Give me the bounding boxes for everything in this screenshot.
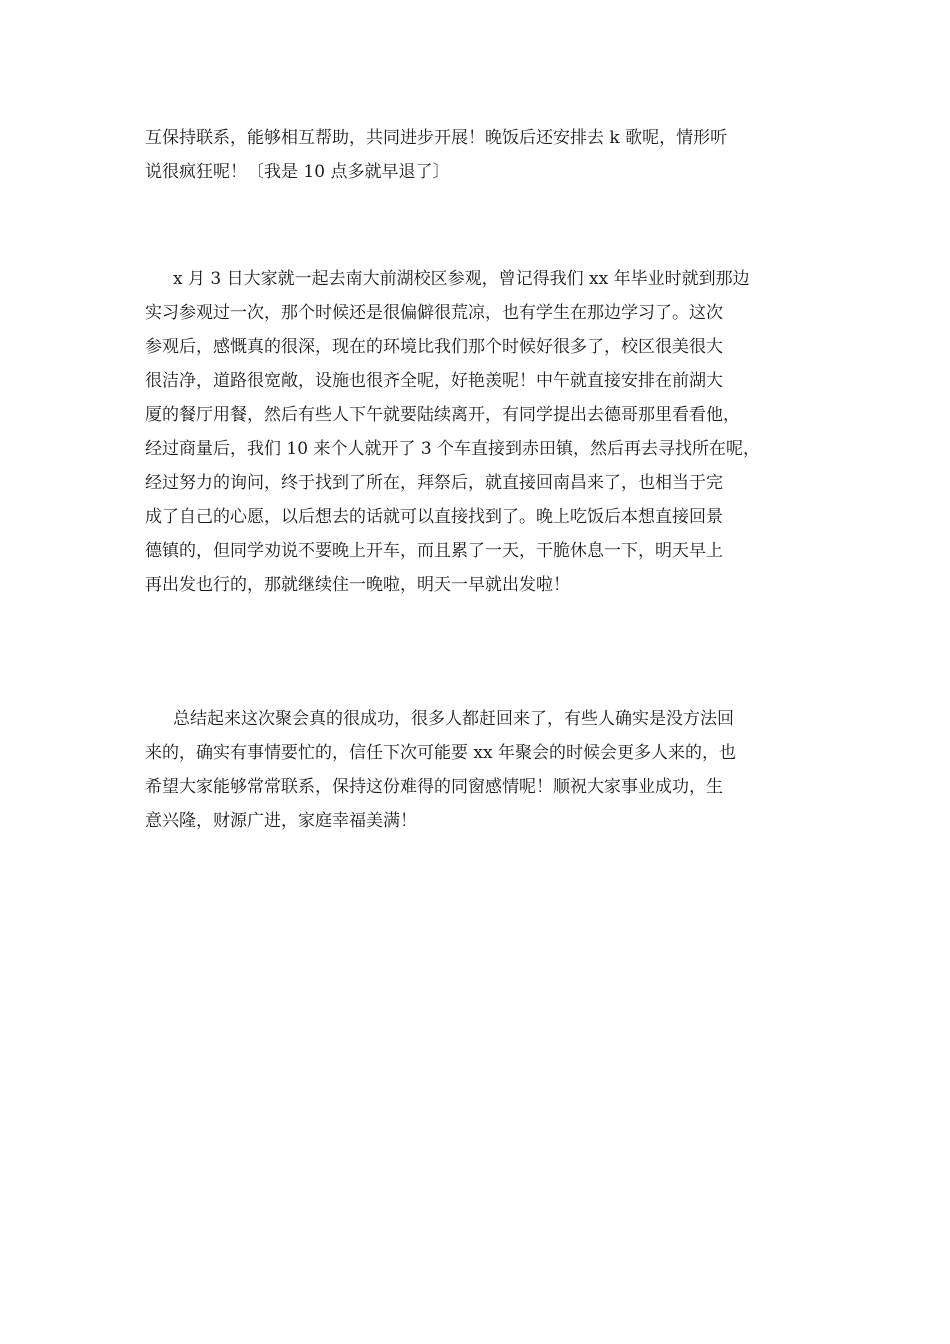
paragraph-line: 很洁净，道路很宽敞，设施也很齐全呢，好艳羡呢！中午就直接安排在前湖大: [145, 371, 723, 391]
paragraph-line: 再出发也行的，那就继续住一晚啦，明天一早就出发啦！: [145, 575, 570, 595]
paragraph-line: 成了自己的心愿，以后想去的话就可以直接找到了。晚上吃饭后本想直接回景: [145, 507, 723, 527]
paragraph-line: 意兴隆，财源广进，家庭幸福美满！: [145, 811, 417, 831]
paragraph-line: 互保持联系，能够相互帮助，共同进步开展！晚饭后还安排去 k 歌呢，情形听: [145, 128, 728, 148]
paragraph-line: 德镇的，但同学劝说不要晚上开车，而且累了一天，干脆休息一下，明天早上: [145, 541, 723, 561]
paragraph-line: 参观后，感慨真的很深，现在的环境比我们那个时候好很多了，校区很美很大: [145, 337, 723, 357]
paragraph-line: 厦的餐厅用餐，然后有些人下午就要陆续离开，有同学提出去德哥那里看看他，: [145, 405, 740, 425]
paragraph-1: [145, 121, 810, 189]
paragraph-line: 希望大家能够常常联系，保持这份难得的同窗感情呢！顺祝大家事业成功，生: [145, 777, 723, 797]
paragraph-line: 经过努力的询问，终于找到了所在，拜祭后，就直接回南昌来了，也相当于完: [145, 473, 723, 493]
paragraph-line: 总结起来这次聚会真的很成功，很多人都赶回来了，有些人确实是没方法回: [173, 709, 734, 729]
paragraph-line: 经过商量后，我们 10 来个人就开了 3 个车直接到赤田镇，然后再去寻找所在呢，: [145, 439, 761, 459]
paragraph-line: 实习参观过一次，那个时候还是很偏僻很荒凉，也有学生在那边学习了。这次: [145, 303, 723, 323]
paragraph-line: x 月 3 日大家就一起去南大前湖校区参观，曾记得我们 xx 年毕业时就到那边: [173, 269, 750, 289]
paragraph-2: [145, 262, 810, 602]
paragraph-3: [145, 702, 810, 838]
paragraph-line: 来的，确实有事情要忙的，信任下次可能要 xx 年聚会的时候会更多人来的，也: [145, 743, 736, 763]
paragraph-line: 说很疯狂呢！〔我是 10 点多就早退了〕: [145, 162, 450, 182]
